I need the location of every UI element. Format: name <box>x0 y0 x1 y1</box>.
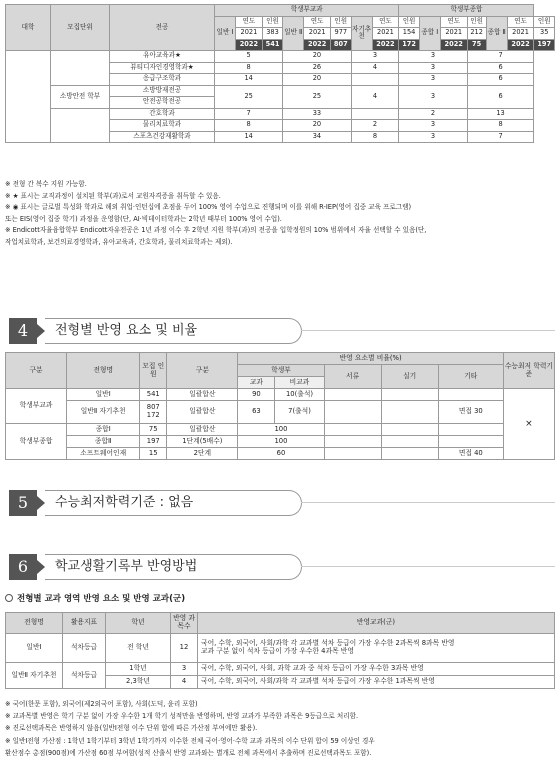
table-row-major: 응급구조학과 <box>110 74 215 86</box>
table-row-major: 뷰티디자인경영학과★ <box>110 62 215 74</box>
cell: 3 <box>351 51 399 63</box>
lab: 연도 <box>236 16 263 28</box>
grp-jonghap: 학생부종합 <box>6 424 67 460</box>
unit-cell <box>51 108 110 143</box>
h-j1: 종합 Ⅰ <box>419 16 440 51</box>
cell <box>438 424 503 436</box>
cell: 2,3학년 <box>106 676 171 689</box>
section-number: 6 <box>9 554 37 580</box>
lab: 인원 <box>331 16 351 28</box>
h-univ: 대학 <box>6 5 51 51</box>
year: 2021 <box>440 28 467 40</box>
year: 2022 <box>507 39 534 51</box>
section-title: 수능최저학력기준 : 없음 <box>55 495 194 510</box>
h-skill: 실기 <box>381 365 438 389</box>
h-g1: 일반 Ⅰ <box>215 16 236 51</box>
cell: 4 <box>171 676 198 689</box>
h-sgb: 학생부 <box>238 365 324 377</box>
cell: 종합Ⅰ <box>67 424 140 436</box>
cell: 면접 40 <box>438 448 503 460</box>
notes-quota <box>5 179 555 248</box>
cell <box>198 634 555 663</box>
lab: 연도 <box>440 16 467 28</box>
cell: 7(출석) <box>275 401 324 424</box>
table-row-major: 유아교육과★ <box>110 51 215 63</box>
h-unit: 모집단위 <box>51 5 110 51</box>
h-quota: 모집 인원 <box>140 353 167 389</box>
table-row-major: 간호학과 <box>110 108 215 120</box>
cell: 807 172 <box>140 401 167 424</box>
cell: 3 <box>399 131 467 143</box>
note-line: ※ ◉ 표시는 글로벌 특성화 학과로 해외 취업·인턴십에 초점을 두어 100% 영어 수업으로 진행되며 이를 위해 R-IEP(영어 집중 교육 프로그램) <box>5 203 412 211</box>
cell <box>324 448 381 460</box>
quota: 541 <box>262 39 282 51</box>
h-jonghap: 학생부종합 <box>399 5 534 17</box>
divider <box>301 502 555 503</box>
cell: 25 <box>215 85 283 108</box>
cell: 6 <box>467 85 534 108</box>
cell: 1단계(5배수) <box>167 436 238 448</box>
notes-record <box>5 698 555 759</box>
quota: 807 <box>331 39 351 51</box>
quota-table <box>5 4 555 143</box>
cell: 소프트웨어인재 <box>67 448 140 460</box>
lab: 연도 <box>304 16 331 28</box>
record-table <box>5 612 555 689</box>
cell: 3 <box>399 51 467 63</box>
cell: 14 <box>215 74 283 86</box>
lab: 인원 <box>262 16 282 28</box>
cell <box>381 424 438 436</box>
cell: 7 <box>467 51 534 63</box>
cell: 63 <box>238 401 275 424</box>
h-major: 전공 <box>110 5 215 51</box>
cell: 20 <box>283 120 351 132</box>
cell: 15 <box>140 448 167 460</box>
ratio-table <box>5 352 555 460</box>
cell: 25 <box>283 85 351 108</box>
lab: 연도 <box>507 16 534 28</box>
cell: 종합Ⅱ <box>67 436 140 448</box>
cell: 5 <box>215 51 283 63</box>
divider <box>301 566 555 567</box>
cell: 197 <box>140 436 167 448</box>
cell: 2단계 <box>167 448 238 460</box>
section-number: 5 <box>9 490 37 516</box>
grp-gyogwa: 학생부교과 <box>6 389 67 424</box>
cell: 3 <box>399 85 467 108</box>
arrow-icon <box>37 560 45 574</box>
h-type: 구분 <box>6 353 67 389</box>
subj-line: 국어, 수학, 외국어, 사회/과학 각 교과별 석차 등급이 가장 우수한 2과목씩 8과목 반영 <box>201 639 455 648</box>
note-line: ※ 전형 간 복수 지원 가능함. <box>5 180 87 188</box>
cell <box>351 108 399 120</box>
cell: 2 <box>399 108 467 120</box>
section-number: 4 <box>9 318 37 344</box>
cell: 90 <box>238 389 275 401</box>
cell: 석차등급 <box>63 663 106 689</box>
cell: 14 <box>215 131 283 143</box>
section-6-header <box>5 552 555 582</box>
h-g3: 자기추천 <box>351 16 372 51</box>
h-j2: 종합 Ⅱ <box>486 16 507 51</box>
cell <box>381 448 438 460</box>
cell: 12 <box>171 634 198 663</box>
cell: 일반Ⅰ <box>67 389 140 401</box>
quota: 35 <box>534 28 555 40</box>
cell: 8 <box>215 62 283 74</box>
h-ratio: 반영 요소별 비율(%) <box>238 353 503 365</box>
h-idx: 활용지표 <box>63 613 106 634</box>
h-gyogwa: 교과 <box>238 377 275 389</box>
divider <box>301 330 555 331</box>
h-doc: 서류 <box>324 365 381 389</box>
subheading <box>5 592 185 604</box>
cell: 국어, 수학, 외국어, 사회, 과학 교과 중 석차 등급이 가장 우수한 3과목 반영 <box>198 663 555 676</box>
h-cnt: 반영 과목수 <box>171 613 198 634</box>
table-row-major: 스포츠건강재활학과 <box>110 131 215 143</box>
cell <box>351 74 399 86</box>
cell <box>324 389 381 401</box>
quota: 75 <box>467 39 486 51</box>
cell: 일반Ⅱ 자기추천 <box>6 663 63 689</box>
year: 2022 <box>440 39 467 51</box>
cell: 541 <box>140 389 167 401</box>
note-line: ※ 교과목별 반영은 학기 구분 없이 가장 우수한 1개 학기 성적만을 반영하며, 반영 교과가 부족한 과목은 9등급으로 처리함. <box>5 712 359 721</box>
cell: 6 <box>467 74 534 86</box>
table-row-major: 소방방재전공 <box>110 85 215 97</box>
quota: 212 <box>467 28 486 40</box>
subj-line: 교과 구분 없이 석차 등급이 가장 우수한 4과목 반영 <box>201 647 354 655</box>
note-line: 또는 EIS(영어 집중 학기) 과정을 운영함(단, AI·빅데이터학과는 2학년 때부터 100% 영어 수업). <box>5 214 282 223</box>
lab: 연도 <box>372 16 399 28</box>
fire-unit: 소방안전 학부 <box>51 85 110 108</box>
cell <box>324 401 381 424</box>
unit-cell <box>51 51 110 86</box>
cell <box>438 436 503 448</box>
h-csat: 수능최저 학력기준 <box>503 353 554 389</box>
cell: 20 <box>283 74 351 86</box>
cell: 일반Ⅱ 자기추천 <box>67 401 140 424</box>
cell: 3 <box>399 74 467 86</box>
ring-bullet-icon <box>5 594 13 602</box>
quota: 383 <box>262 28 282 40</box>
cell <box>381 389 438 401</box>
univ-cell <box>6 51 51 143</box>
note-line: ※ 진로선택과목은 반영하지 않음(일반Ⅰ전형 이수 단위 합에 따른 가산점 부여에만 활용). <box>5 724 258 733</box>
csat-cell: × <box>503 389 554 460</box>
quota: 172 <box>399 39 419 51</box>
cell: 100 <box>238 424 324 436</box>
cell <box>381 401 438 424</box>
lab: 인원 <box>467 16 486 28</box>
section-title: 학교생활기록부 반영방법 <box>55 559 198 574</box>
year: 2021 <box>507 28 534 40</box>
h-year: 학년 <box>106 613 171 634</box>
cell: 75 <box>140 424 167 436</box>
cell: 3 <box>399 62 467 74</box>
cell: 6 <box>467 62 534 74</box>
cell: 1학년 <box>106 663 171 676</box>
note-line: ※ 일반Ⅰ전형 가산점 : 1학년 1학기부터 3학년 1학기까지 이수한 전체 국어·영어·수학 교과 과목의 이수 단위 합이 59 이상인 경우 <box>5 736 375 745</box>
year: 2022 <box>236 39 263 51</box>
cell: 일괄합산 <box>167 401 238 424</box>
quota: 197 <box>534 39 555 51</box>
note-line: ※ ★ 표시는 교직과정이 설치된 학부(과)로서 교원자격증을 취득할 수 있음. <box>5 191 221 200</box>
h-name: 전형명 <box>6 613 63 634</box>
table-row-major: 물리치료학과 <box>110 120 215 132</box>
cell: 60 <box>238 448 324 460</box>
note-line: 작업치료학과, 보건의료경영학과, 유아교육과, 간호학과, 물리치료학과는 제외). <box>5 237 233 246</box>
cell: 4 <box>351 85 399 108</box>
cell: 일괄합산 <box>167 424 238 436</box>
h-div: 구분 <box>167 353 238 389</box>
cell: 13 <box>467 108 534 120</box>
cell: 4 <box>351 62 399 74</box>
cell: 2 <box>351 120 399 132</box>
quota: 977 <box>331 28 351 40</box>
cell: 7 <box>467 131 534 143</box>
h-gyogwa: 학생부교과 <box>215 5 399 17</box>
arrow-icon <box>37 324 45 338</box>
h-subj: 반영교과(군) <box>198 613 555 634</box>
cell: 국어, 수학, 외국어, 사회/과학 각 교과별 석차 등급이 가장 우수한 1과목씩 반영 <box>198 676 555 689</box>
cell: 7 <box>215 108 283 120</box>
cell: 8 <box>215 120 283 132</box>
section-5-header <box>5 488 555 518</box>
cell: 26 <box>283 62 351 74</box>
subheading-text: 전형별 교과 영역 반영 요소 및 반영 교과(군) <box>17 594 186 604</box>
h-bigyogwa: 비교과 <box>275 377 324 389</box>
arrow-icon <box>37 496 45 510</box>
cell: 20 <box>283 51 351 63</box>
cell: 3 <box>171 663 198 676</box>
quota: 154 <box>399 28 419 40</box>
year: 2021 <box>372 28 399 40</box>
cell: 33 <box>283 108 351 120</box>
lab: 인원 <box>399 16 419 28</box>
cell: 석차등급 <box>63 634 106 663</box>
h-name: 전형명 <box>67 353 140 389</box>
cell: 3 <box>399 120 467 132</box>
table-row-major: 안전공학전공 <box>110 97 215 109</box>
h-etc: 기타 <box>438 365 503 389</box>
cell: 100 <box>238 436 324 448</box>
h-g2: 일반 Ⅱ <box>283 16 304 51</box>
cell <box>324 424 381 436</box>
note-line: 환산점수 총점(900점)에 가산점 60점 부여함(성적 산출식 반영 교과와는 별개로 전체 과목에서 추출하며 진로선택과목도 포함). <box>5 748 372 757</box>
section-4-header <box>5 316 555 346</box>
cell: 8 <box>467 120 534 132</box>
year: 2021 <box>236 28 263 40</box>
note-line: ※ Endicott자율융합학부 Endicott자유전공은 1년 과정 이수 후 2학년 지원 학부(과)의 전공을 입학정원의 10% 범위에서 자율 선택할 수 있음(단, <box>5 226 427 234</box>
cell <box>438 389 503 401</box>
cell: 34 <box>283 131 351 143</box>
year: 2022 <box>372 39 399 51</box>
section-title: 전형별 반영 요소 및 비율 <box>55 323 198 338</box>
cell <box>381 436 438 448</box>
cell: 전 학년 <box>106 634 171 663</box>
cell: 일괄합산 <box>167 389 238 401</box>
cell: 8 <box>351 131 399 143</box>
cell <box>324 436 381 448</box>
lab: 인원 <box>534 16 555 28</box>
year: 2022 <box>304 39 331 51</box>
cell: 일반Ⅰ <box>6 634 63 663</box>
cell: 면접 30 <box>438 401 503 424</box>
year: 2021 <box>304 28 331 40</box>
note-line: ※ 국어(한문 포함), 외국어(제2외국어 포함), 사회(도덕, 윤리 포함) <box>5 700 198 708</box>
cell: 10(출석) <box>275 389 324 401</box>
